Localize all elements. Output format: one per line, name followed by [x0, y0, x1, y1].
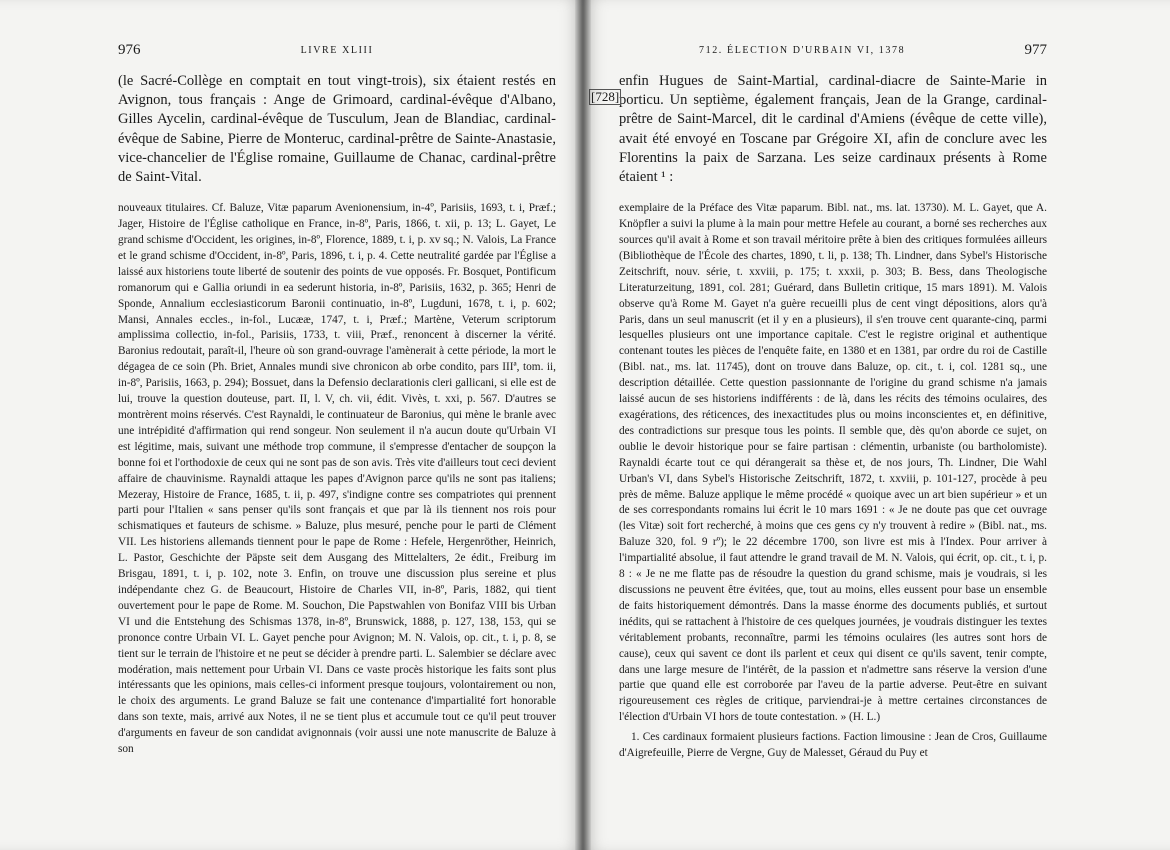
left-note-paragraph: nouveaux titulaires. Cf. Baluze, Vitæ paparum Avenionensium, in-4º, Parisiis, 1693, t. i, Præf.; Jager, Histoire de l'Église catholique en France, in-8º, Paris, 1866, t. xii, p. 13; L. Gayet, Le grand schisme d'Occident, les origines, in-8º, Florence, 1889, t. i, p. xv sq.; N. Valois, La France et le grand schisme d'Occident, in-8º, Paris, 1896, t. i, p. 4. Cette neutralité gardée par l'Église a laissé aux historiens toute liberté de soutenir des points de vue opposés. Fr. Bosquet, Pontificum romanorum qui e Gallia oriundi in ea sederunt historia, in-8º, Parisiis, 1632, p. 365; Henri de Sponde, Annalium ecclesiasticorum Baronii continuatio, in-8º, Lugduni, 1678, t. i, p. 602; Mansi, Annales eccles., in-fol., Lucææ, 1747, t. i, Præf.; Martène, Veterum scriptorum amplissima collectio, in-fol., Parisiis, 1733, t. viii, Præf., renoncent à discerner la vérité. Baronius redoutait, paraît-il, l'heure où son grand-ouvrage l'amènerait à cette période, la mort le dégagea de ce soin (Ph. Briet, Annales mundi sive chronicon ab orbe condito, pars IIIª, tom. ii, in-8º, Parisiis, 1663, p. 294); Bossuet, dans la Defensio declarationis cleri gallicani, si elle est de lui, trouve la question douteuse, part. II, l. V, ch. vii, édit. Vivès, t. xxi, p. 567. D'autres se montrèrent moins réservés. C'est Raynaldi, le continuateur de Baronius, qui mène le branle avec une intrépidité d'affirmation qui rend songeur. Non seulement il n'a aucun doute qu'Urbain VI est légitime, mais, suivant une méthode trop commune, il s'empresse d'entacher de soupçon la bonne foi et l'orthodoxie de ceux qui ne sont pas de son avis. Très vite d'ailleurs tout ceci devient affaire de chauvinisme. Raynaldi attaque les papes d'Avignon parce qu'ils ne sont pas italiens; Mezeray, Histoire de France, 1685, t. ii, p. 497, s'indigne contre ses compatriotes qui prennent parti pour l'Italien « sans penser qu'ils sont français et que par là ils tiennent nos rois pour schismatiques et fauteurs de schisme. » Baluze, plus mesuré, penche pour le parti de Clément VII. Les historiens allemands tiennent pour le pape de Rome : Hefele, Hergenröther, Heinrich, L. Pastor, Geschichte der Päpste seit dem Ausgang des Mittelalters, 2e édit., Freiburg im Brisgau, 1891, t. i, p. 102, note 3. Enfin, on trouve une discussion plus sereine et plus indépendante chez G. de Beaucourt, Histoire de Charles VII, in-8º, Paris, 1882, qui tient ouvertement pour le pape de Rome. M. Souchon, Die Papstwahlen von Bonifaz VIII bis Urban VI und die Entstehung des Schismas 1378, in-8º, Brunswick, 1888, p. 127, 138, 153, qui se prononce contre Urbain VI. L. Gayet penche pour Avignon; M. N. Valois, op. cit., t. i, p. 8, se tient sur le terrain de l'histoire et ne peut se décider à prendre parti. L. Salembier se déclare avec modération, mais nettement pour Urbain VI. Dans ce vaste procès historique les faits sont plus intéressants que les opinions, mais celles-ci informent presque toujours, volontairement ou non, le choix des arguments. Le grand Baluze se fait une contenance d'impartialité fort honorable dans son texte, mais, arrivé aux Notes, il ne se tient plus et accumule tout ce qu'il peut trouver d'arguments en faveur de son candidat avignonnais (voir aussi une note manuscrite de Baluze à son	[118, 202, 556, 756]
right-page-header	[619, 40, 1047, 66]
book-gutter	[575, 0, 591, 850]
margin-number: [728]	[591, 89, 620, 104]
right-page-number: 977	[1024, 42, 1047, 58]
left-page-header	[118, 40, 556, 66]
right-page	[583, 0, 1170, 850]
left-notes	[118, 201, 556, 758]
left-page-content	[118, 40, 556, 758]
left-main-paragraph: (le Sacré-Collège en comptait en tout vingt-trois), six étaient restés en Avignon, tous français : Ange de Grimoard, cardinal-évêque d'Albano, Gilles Aycelin, cardinal-évêque de Tusculum, Jean de Blandiac, cardinal-évêque de Sabine, Pierre de Monteruc, cardinal-prêtre de Sainte-Anastasie, vice-chancelier de l'Église romaine, Guillaume de Chanac, cardinal-prêtre de Saint-Vital.	[118, 73, 556, 186]
right-note-paragraph: exemplaire de la Préface des Vitæ paparum. Bibl. nat., ms. lat. 13730). M. L. Gayet, que A. Knöpfler a suivi la plume à la main pour mettre Hefele au courant, a borné ses recherches aux sources qu'il avait à Rome et son travail méritoire prête à bien des critiques formulées ailleurs (Bibliothèque de l'École des chartes, 1890, t. li, p. 138; Th. Lindner, dans Sybel's Historische Zeitschrift, nouv. série, t. xxviii, p. 175; t. xxxii, p. 303; B. Bess, dans Theologische Literaturzeitung, 1891, col. 281; Guérard, dans Bulletin critique, 15 mars 1891). M. Valois observe qu'à Rome M. Gayet n'a guère recueilli plus de cent vingt dépositions, alors qu'à Paris, dans un seul manuscrit (et il y en a plusieurs), il s'en trouve cent quarante-cinq, parmi lesquelles plusieurs ont une importance capitale. C'est le registre original et authentique contenant toutes les pièces de l'enquête faite, en 1380 et en 1381, par ordre du roi de Castille (Bibl. nat., ms. lat. 11745), dont on trouve dans Baluze, op. cit., t. i, col. 1281 sq., une description détaillée. Cette question passionnante de l'origine du grand schisme n'a jamais laissé aucun de ses historiens indifférents : de là, dans les récits des témoins oculaires, des exagérations, des réticences, des inexactitudes plus ou moins inconscientes et, en définitive, des contradictions sur presque tous les points. Il semble que, dès qu'on aborde ce sujet, on oublie le devoir historique pour se faire partisan : clémentin, urbaniste (ou bartholomiste). Raynaldi écarte tout ce qui dérangerait sa thèse et, de nos jours, Th. Lindner, Die Wahl Urban's VI, dans Sybel's Historische Zeitschrift, 1872, t. xxviii, p. 101-127, procède à peu près de même. Baluze applique le même procédé « quoique avec un art bien supérieur » et un de ses correspondants romains lui écrit le 10 mars 1691 : « Je ne doute pas que cet ouvrage (les Vitæ) soit fort recherché, à moins que ces gens cy n'y trouvent à redire » (Bibl. nat., ms. Baluze 320, fol. 9 rº); le 22 décembre 1700, son livre est mis à l'Index. Pour arriver à l'impartialité absolue, il faut attendre le grand travail de M. N. Valois, qui écrit, op. cit., t. i, p. 8 : « Je ne me flatte pas de résoudre la question du grand schisme, mais je voudrais, si les discussions ne peuvent être évitées, que, tout au moins, elles eussent pour base un ensemble de faits historiquement démontrés. Dans la masse énorme des documents publiés, et surtout inédits, qui se rattachent à l'histoire de ces quelques journées, je voudrais distinguer les textes véritablement probants, reconnaître, parmi les témoins oculaires (les autres sont hors de cause), ceux qui savent ce dont ils parlent et ceux qui disent ce qu'ils savent, tenir compte, dans une large mesure de l'intérêt, de la passion et n'admettre sans réserve la version d'une partie que quand elle est corroborée par l'aveu de la partie adverse. Peut-être en suivant rigoureusement ces règles de critique, parviendrai-je à mettre certaines circonstances de l'élection d'Urbain VI hors de toute contestation. » (H. L.)	[619, 202, 1047, 724]
right-page-content	[591, 40, 1047, 762]
right-main-paragraph: enfin Hugues de Saint-Martial, cardinal-diacre de Sainte-Marie in porticu. Un septième, également français, Jean de la Grange, cardinal-prêtre de Saint-Marcel, dit le cardinal d'Amiens (évêque de cette ville), avait été envoyé en Toscane par Grégoire XI, afin de conclure avec les Florentins la paix de Sarzana. Les seize cardinaux présents à Rome étaient ¹ :	[619, 73, 1047, 186]
left-main-text	[118, 72, 556, 187]
right-main-text	[591, 72, 1047, 187]
left-page-number: 976	[118, 42, 141, 58]
right-notes	[619, 201, 1047, 762]
footnote-1: 1. Ces cardinaux formaient plusieurs factions. Faction limousine : Jean de Cros, Guillaume d'Aigrefeuille, Pierre de Vergne, Guy de Malesset, Géraud du Puy et	[619, 731, 1047, 760]
right-running-head: 712. ÉLECTION D'URBAIN VI, 1378	[699, 45, 906, 56]
left-running-head: LIVRE XLIII	[300, 45, 374, 56]
left-page	[0, 0, 583, 850]
